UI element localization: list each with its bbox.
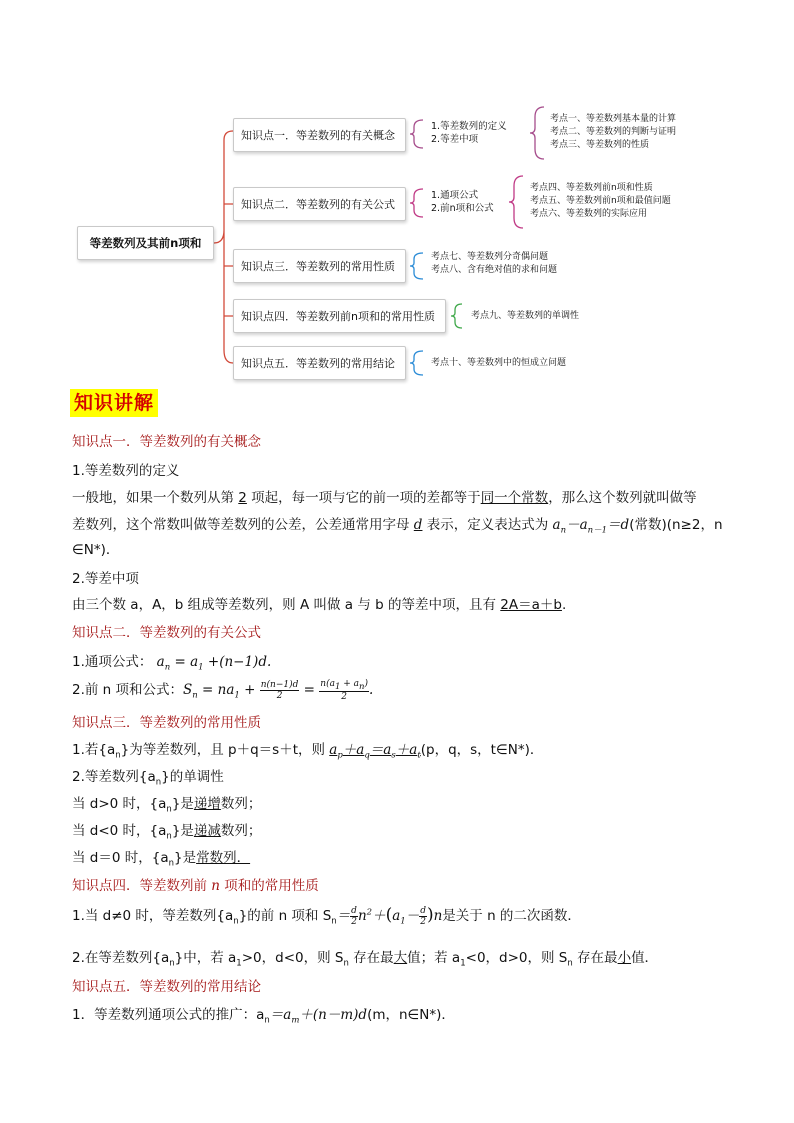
branch-3-kaodian — [431, 251, 557, 277]
text: 2.在等差数列{a — [72, 950, 170, 966]
s4-line2: 2.在等差数列$\{a_n\}$中，若 $a_1>0$，d<0，则 $S_n$ 存在最大值；若 $a_1<0$，d>0，则 $S_n$ 存在最小值． — [72, 950, 659, 969]
item: 1.等差数列的定义 — [431, 121, 507, 132]
text: 当 d>0 时，{a — [72, 796, 167, 812]
kaodian: 考点九、等差数列的单调性 — [471, 311, 580, 321]
branch-1-kaodian — [550, 113, 676, 152]
kaodian: 考点一、等差数列基本量的计算 — [550, 114, 677, 124]
text: }是 — [171, 823, 194, 839]
text: 差数列，这个常数叫做等差数列的公差，公差通常用字母 — [72, 517, 414, 533]
kaodian: 考点二、等差数列的判断与证明 — [550, 127, 677, 137]
text: }的单调性 — [161, 769, 224, 785]
formula: ＝ $\frac{d}{2}$ $n^2+(a_1-$ $\frac{d}{2}$ )n — [336, 905, 443, 927]
text: 一般地，如果一个数列从第 — [72, 490, 239, 506]
text: 2A＝a＋b — [500, 597, 562, 613]
formula: $a_p+a_q=a_s+a_t$ — [329, 742, 421, 761]
section-1-title: 知识点一．等差数列的有关概念 — [72, 434, 261, 450]
text: 值． — [631, 950, 659, 966]
text: a — [329, 742, 338, 758]
s5-line1: 1．等差数列通项公式的推广：$a_n=a_m+(n-m)d(m$，n∈N*)． — [72, 1007, 455, 1026]
text: 常数列． — [196, 850, 251, 866]
section-3-title: 知识点三．等差数列的常用性质 — [72, 715, 261, 731]
text: 数列； — [220, 823, 262, 839]
text: 由三个数 a，A，b 组成等差数列，则 A 叫做 a 与 b 的等差中项，且有 — [72, 597, 501, 613]
section-2-title: 知识点二．等差数列的有关公式 — [72, 625, 261, 641]
s3-line2: 2.等差数列$\{a_n\}$的单调性 — [72, 769, 224, 788]
text: 是关于 n 的二次函数． — [442, 908, 581, 924]
mindmap-root: 等差数列及其前n项和 — [77, 226, 214, 260]
s2-formula1 — [72, 650, 271, 673]
text: 表示，定义表达式为 — [422, 517, 553, 533]
text: . — [561, 597, 567, 613]
text: 项起，每一项与它的前一项的差都等于 — [246, 490, 481, 506]
text: 知识点四．等差数列前 — [72, 878, 212, 894]
kaodian: 考点五、等差数列前n项和最值问题 — [530, 196, 671, 206]
text: 当 d＝0 时，{a — [72, 850, 169, 866]
kaodian: 考点十、等差数列中的恒成立问题 — [431, 358, 567, 368]
branch-2-kaodian — [530, 182, 671, 221]
text: 当 d<0 时，{a — [72, 823, 167, 839]
text: a — [552, 517, 561, 533]
brace-2b — [509, 176, 523, 228]
branch-1: 知识点一．等差数列的有关概念 — [233, 118, 406, 152]
formula: $a_n = a_1 +(n-1)d$. — [152, 654, 272, 673]
brace-4 — [451, 304, 462, 328]
text: (p，q，s，t∈N*)． — [420, 742, 544, 758]
text: n — [211, 878, 220, 894]
kaodian: 考点六、等差数列的实际应用 — [530, 209, 648, 219]
text: 项和的常用性质 — [220, 878, 319, 894]
text: 存在最 — [572, 950, 618, 966]
brace-1 — [410, 120, 423, 148]
formula: $a_n-a_{n-1}=d$ — [552, 517, 630, 536]
text: 1.通项公式： — [72, 654, 153, 670]
text: (常数)(n≥2，n — [629, 517, 723, 533]
text: }是 — [174, 850, 197, 866]
s1-sub2: 2.等差中项 — [72, 571, 139, 587]
s3-line4: 当 d<0 时，$\{a_n\}$是递减数列； — [72, 823, 262, 842]
text: 大 — [393, 950, 408, 966]
text: 1．等差数列通项公式的推广：a — [72, 1007, 265, 1023]
text: 递增 — [193, 796, 221, 812]
text: }的前 n 项和 S — [238, 908, 332, 924]
branch-1-items — [431, 121, 507, 146]
brace-1b — [530, 107, 544, 159]
s1-para-line1 — [72, 486, 697, 506]
branch-2-items — [431, 190, 494, 215]
item: 1.通项公式 — [431, 190, 479, 201]
s1-para-line4 — [72, 593, 566, 613]
brace-5 — [410, 351, 423, 375]
kaodian: 考点四、等差数列前n项和性质 — [530, 183, 653, 193]
text: 存在最 — [348, 950, 394, 966]
text: 1.若{a — [72, 742, 116, 758]
s3-line5: 当 d＝0 时，$\{a_n\}$是常数列． — [72, 850, 251, 869]
branch-5: 知识点五．等差数列的常用结论 — [233, 346, 406, 380]
s4-line1: 1.当 d≠0 时，等差数列$\{a_n\}$的前 n 项和 $S_n=$ $\frac{d}{2}$ $n^2+(a_1-$ $\frac{d}{2}$ )n是关于 n 的二次函数． — [72, 905, 581, 927]
branch-2: 知识点二．等差数列的有关公式 — [233, 187, 406, 221]
s1-para-line3: ∈N*)． — [72, 542, 120, 558]
kaodian: 考点七、等差数列分奇偶问题 — [431, 252, 549, 262]
item: 2.等差中项 — [431, 133, 479, 145]
branch-5-kaodian — [431, 357, 566, 370]
text: 递减 — [193, 823, 221, 839]
text: 小 — [617, 950, 632, 966]
brace-3 — [410, 253, 423, 279]
section-banner: 知识讲解 — [70, 389, 158, 417]
mindmap-spine — [214, 131, 233, 363]
text: }为等差数列，且 p＋q＝s＋t，则 — [120, 742, 330, 758]
text: 2.等差数列{a — [72, 769, 156, 785]
s3-line3: 当 d>0 时，$\{a_n\}$是递增数列； — [72, 796, 262, 815]
text: 2.前 n 项和公式： — [72, 682, 184, 698]
text: }中，若 a — [174, 950, 237, 966]
brace-2 — [410, 189, 423, 217]
branch-4: 知识点四．等差数列前n项和的常用性质 — [233, 299, 446, 333]
formula: $=a_m+(n-m)d$ — [269, 1007, 368, 1026]
text: ，那么这个数列就叫做等 — [548, 490, 697, 506]
formula: $S_n = na_1$ + $\frac{n(n-1)d}{2}$ = $\frac{n(a_1 + a_n)}{2}$ . — [183, 678, 374, 703]
s2-formula2 — [72, 678, 373, 702]
text: }是 — [171, 796, 194, 812]
section-5-title: 知识点五．等差数列的常用结论 — [72, 979, 261, 995]
kaodian: 考点八、含有绝对值的求和问题 — [431, 265, 558, 275]
section-4-title — [72, 874, 319, 894]
text: 数列； — [220, 796, 262, 812]
text: 值；若 a — [407, 950, 461, 966]
s3-line1: 1.若$\{a_n\}$为等差数列，且 p＋q＝s＋t，则 $a_p+a_q=a_s+a_t(p$，q，s，t∈N*)． — [72, 742, 544, 761]
s1-sub1: 1.等差数列的定义 — [72, 463, 180, 479]
text: 1.当 d≠0 时，等差数列{a — [72, 908, 234, 924]
item: 2.前n项和公式 — [431, 202, 494, 214]
text: >0，d<0，则 S — [241, 950, 344, 966]
s1-para-line2 — [72, 513, 723, 536]
kaodian: 考点三、等差数列的性质 — [550, 140, 650, 150]
text: d — [413, 517, 423, 533]
branch-4-kaodian — [471, 310, 579, 323]
text: 同一个常数 — [480, 490, 549, 506]
branch-3: 知识点三．等差数列的常用性质 — [233, 249, 406, 283]
text: <0，d>0，则 S — [465, 950, 568, 966]
text: 2 — [238, 490, 247, 506]
